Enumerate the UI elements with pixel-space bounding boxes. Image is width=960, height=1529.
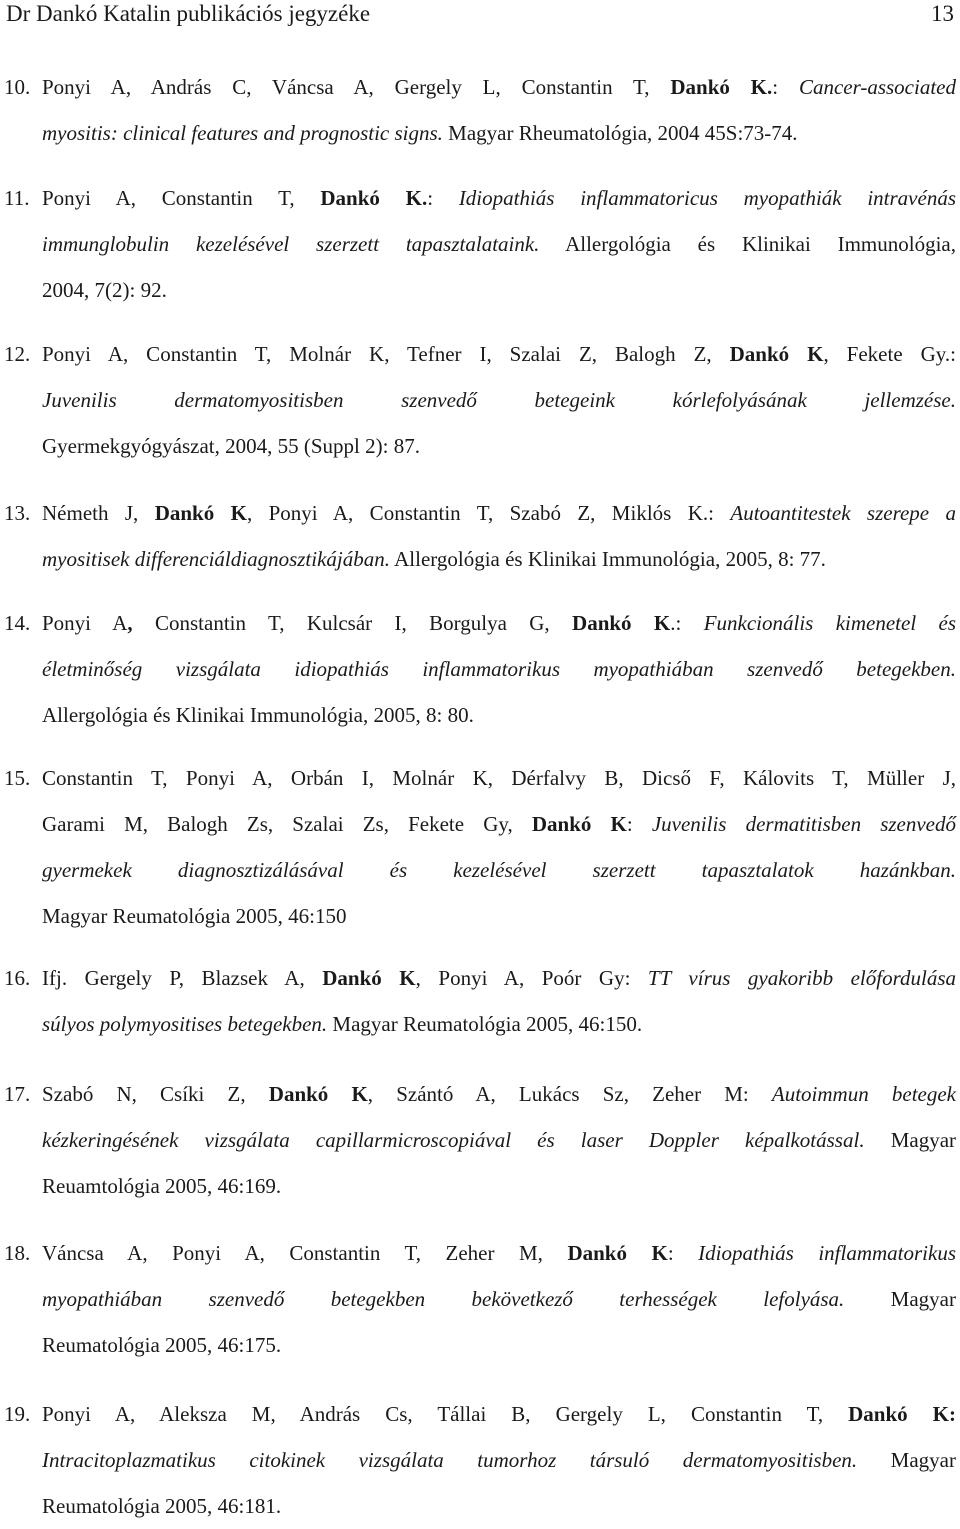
text-segment: Reumatológia 2005, 46:181. (42, 1494, 282, 1518)
entry-number: 12. (4, 342, 31, 366)
entry-text (42, 331, 956, 469)
author-highlight: Dankó K (729, 342, 824, 366)
text-segment: : (427, 186, 459, 210)
entry-line (42, 490, 956, 536)
entry-line (42, 423, 956, 469)
author-highlight: Dankó K (322, 966, 416, 990)
text-segment: .: (670, 611, 704, 635)
text-segment: Németh J, (42, 501, 155, 525)
text-segment: Magyar Reumatológia 2005, 46:150. (327, 1012, 643, 1036)
entry-line (42, 1437, 956, 1483)
entry-number: 11. (4, 186, 30, 210)
text-segment: Magyar Reumatológia 2005, 46:150 (42, 904, 347, 928)
entry-number: 17. (4, 1082, 31, 1106)
page-number: 13 (931, 1, 954, 26)
article-title-segment: súlyos polymyositises betegekben. (42, 1012, 328, 1036)
article-title-segment: Autoantitestek szerepe a (730, 501, 957, 525)
article-title-segment: Juvenilis dermatitisben szenvedő (651, 812, 957, 836)
text-segment: Ifj. Gergely P, Blazsek A, (42, 966, 323, 990)
text-segment: Ponyi A, András C, Váncsa A, Gergely L, Constantin T, (42, 75, 671, 99)
article-title-segment: immunglobulin kezelésével szerzett tapasztalataink. (42, 232, 540, 256)
entry-line (42, 755, 956, 801)
text-segment: Ponyi A, Constantin T, Molnár K, Tefner I, Szalai Z, Balogh Z, (42, 342, 730, 366)
text-segment: : (626, 812, 652, 836)
text-segment: Constantin T, Ponyi A, Orbán I, Molnár K, Dérfalvy B, Dicső F, Kálovits T, Müller J, (42, 766, 956, 790)
entry-line (42, 331, 956, 377)
article-title-segment: kézkeringésének vizsgálata capillarmicroscopiával és laser Doppler képalkotással. (42, 1128, 865, 1152)
entry-text (42, 1230, 956, 1368)
article-title-segment: myositis: clinical features and prognostic signs. (42, 121, 443, 145)
entry-line (42, 955, 956, 1001)
entry-line (42, 1117, 956, 1163)
author-highlight: Dankó K (154, 501, 247, 525)
author-highlight: , (127, 611, 133, 635)
text-segment: , Ponyi A, Poór Gy: (415, 966, 648, 990)
entry-text (42, 755, 956, 939)
entry-line (42, 536, 956, 582)
article-title-segment: myopathiában szenvedő betegekben bekövetkező terhességek lefolyása. (42, 1287, 845, 1311)
text-segment: Váncsa A, Ponyi A, Constantin T, Zeher M, (42, 1241, 568, 1265)
entry-line (42, 1276, 956, 1322)
entry-number: 18. (4, 1241, 31, 1265)
entry-text (42, 490, 956, 582)
entry-line (42, 267, 956, 313)
text-segment: Ponyi A, Constantin T, (42, 186, 321, 210)
entry-line (42, 110, 956, 156)
entry-text (42, 600, 956, 738)
text-segment: Allergológia és Klinikai Immunológia, 2005, 8: 77. (390, 547, 826, 571)
text-segment: 2004, 7(2): 92. (42, 278, 167, 302)
text-segment: , Fekete Gy.: (823, 342, 956, 366)
text-segment: Constantin T, Kulcsár I, Borgulya G, (132, 611, 573, 635)
entry-line (42, 1391, 956, 1437)
entry-number: 16. (4, 966, 31, 990)
text-segment: Allergológia és Klinikai Immunológia, 2005, 8: 80. (42, 703, 474, 727)
text-segment: Magyar (844, 1287, 956, 1311)
article-title-segment: Funkcionális kimenetel és (703, 611, 957, 635)
article-title-segment: Idiopathiás inflammatoricus myopathiák intravénás (458, 186, 956, 210)
entry-text (42, 64, 956, 156)
author-highlight: Dankó K (567, 1241, 668, 1265)
article-title-segment: myositisek differenciáldiagnosztikájában. (42, 547, 391, 571)
article-title-segment: gyermekek diagnosztizálásával és kezelésével szerzett tapasztalatok hazánkban. (42, 858, 956, 882)
entry-number: 15. (4, 766, 31, 790)
entry-line (42, 1163, 956, 1209)
entry-line (42, 1001, 956, 1047)
text-segment: Reumatológia 2005, 46:175. (42, 1333, 282, 1357)
entry-line (42, 64, 956, 110)
text-segment: Garami M, Balogh Zs, Szalai Zs, Fekete Gy, (42, 812, 532, 836)
entry-line (42, 692, 956, 738)
entry-number: 13. (4, 501, 31, 525)
author-highlight: Dankó K. (670, 75, 773, 99)
article-title-segment: Idiopathiás inflammatorikus (698, 1241, 957, 1265)
entry-line (42, 1483, 956, 1529)
author-highlight: Dankó K (268, 1082, 368, 1106)
document-title: Dr Dankó Katalin publikációs jegyzéke (6, 1, 371, 26)
entry-number: 10. (4, 75, 31, 99)
entry-line (42, 377, 956, 423)
article-title-segment: Intracitoplazmatikus citokinek vizsgálata tumorhoz társuló dermatomyositisben. (42, 1448, 858, 1472)
entry-line (42, 847, 956, 893)
text-segment: Allergológia és Klinikai Immunológia, (539, 232, 956, 256)
author-highlight: Dankó K. (320, 186, 428, 210)
text-segment: Ponyi A, Aleksza M, András Cs, Tállai B, Gergely L, Constantin T, (42, 1402, 849, 1426)
article-title-segment: TT vírus gyakoribb előfordulása (647, 966, 956, 990)
entry-line (42, 646, 956, 692)
article-title-segment: Juvenilis dermatomyositisben szenvedő betegeink kórlefolyásának jellemzése. (42, 388, 956, 412)
entry-line (42, 221, 956, 267)
article-title-segment: Cancer-associated (798, 75, 956, 99)
entry-text (42, 175, 956, 313)
entry-line (42, 600, 956, 646)
text-segment: : (772, 75, 799, 99)
author-highlight: Dankó K: (848, 1402, 956, 1426)
text-segment: Gyermekgyógyászat, 2004, 55 (Suppl 2): 87. (42, 434, 420, 458)
text-segment: Magyar Rheumatológia, 2004 45S:73-74. (442, 121, 798, 145)
text-segment: : (667, 1241, 699, 1265)
entry-line (42, 1322, 956, 1368)
entry-line (42, 175, 956, 221)
text-segment: Reuamtológia 2005, 46:169. (42, 1174, 282, 1198)
text-segment: Szabó N, Csíki Z, (42, 1082, 269, 1106)
text-segment: Ponyi A (42, 611, 128, 635)
text-segment: , Ponyi A, Constantin T, Szabó Z, Miklós K.: (246, 501, 731, 525)
article-title-segment: életminőség vizsgálata idiopathiás inflammatorikus myopathiában szenvedő betegekben. (42, 657, 956, 681)
article-title-segment: Autoimmun betegek (771, 1082, 956, 1106)
text-segment: Magyar (857, 1448, 956, 1472)
entry-line (42, 1071, 956, 1117)
author-highlight: Dankó K (572, 611, 671, 635)
entry-line (42, 1230, 956, 1276)
entry-line (42, 893, 956, 939)
entry-number: 19. (4, 1402, 31, 1426)
text-segment: Magyar (864, 1128, 957, 1152)
entry-text (42, 1071, 956, 1209)
text-segment: , Szántó A, Lukács Sz, Zeher M: (367, 1082, 772, 1106)
entry-text (42, 955, 956, 1047)
entry-text (42, 1391, 956, 1529)
author-highlight: Dankó K (531, 812, 627, 836)
entry-line (42, 801, 956, 847)
entry-number: 14. (4, 611, 31, 635)
